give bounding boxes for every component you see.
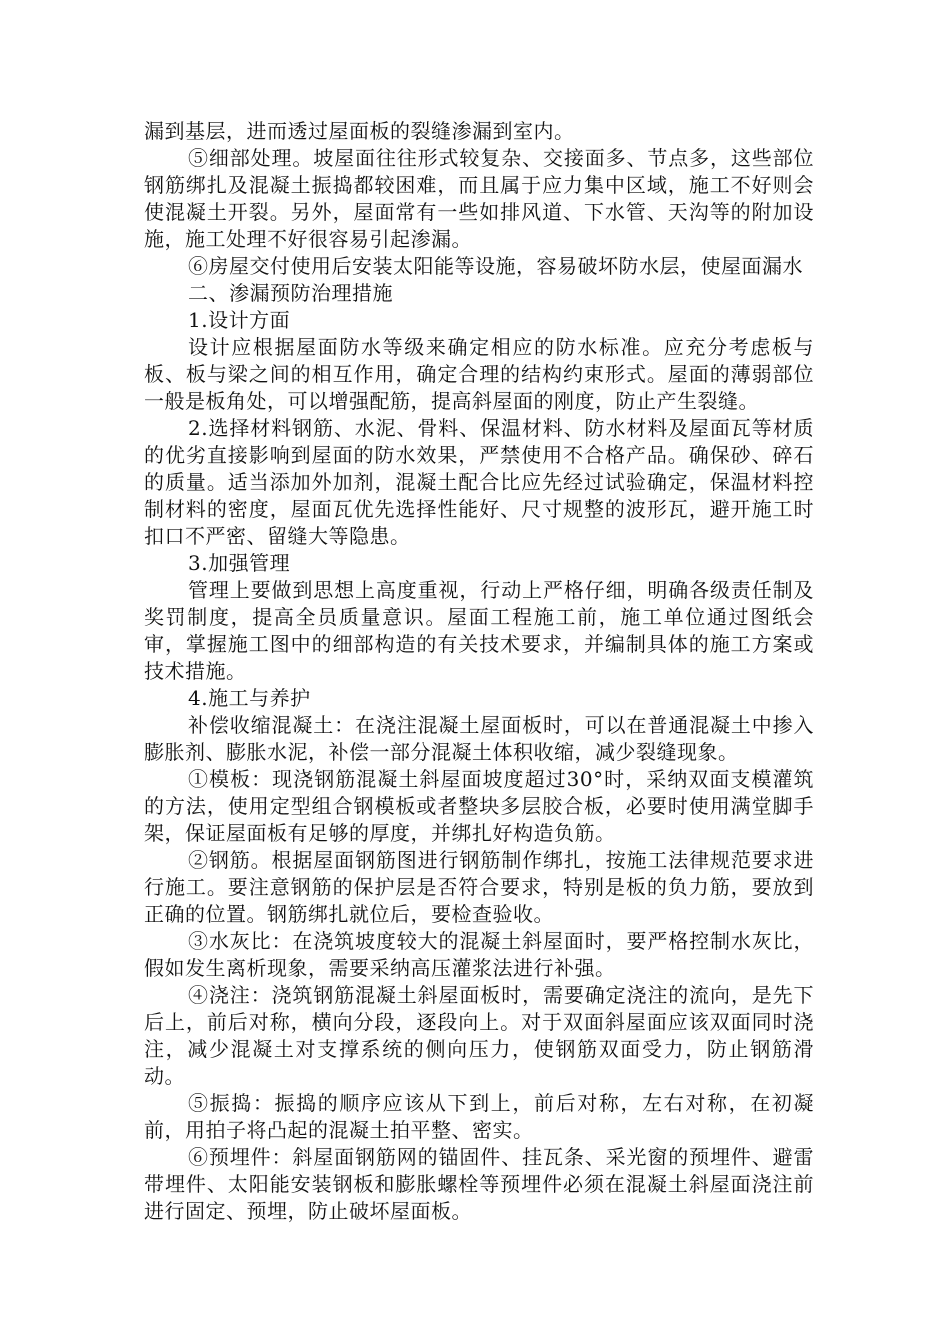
paragraph-management: 管理上要做到思想上高度重视，行动上严格仔细，明确各级责任制及奖罚制度，提高全员质量意识。屋面工程施工前，施工单位通过图纸会审，掌握施工图中的细部构造的有关技术要求，并编制具体的施工方案或技术措施。 (144, 578, 814, 683)
document-page (144, 118, 814, 1225)
paragraph-materials: 2.选择材料钢筋、水泥、骨料、保温材料、防水材料及屋面瓦等材质的优劣直接影响到屋面的防水效果，严禁使用不合格产品。确保砂、碎石的质量。适当添加外加剂，混凝土配合比应先经过试验确定，保温材料控制材料的密度，屋面瓦优先选择性能好、尺寸规整的波形瓦，避开施工时扣口不严密、留缝大等隐患。 (144, 416, 814, 548)
paragraph-compensating-concrete: 补偿收缩混凝土：在浇注混凝土屋面板时，可以在普通混凝土中掺入膨胀剂、膨胀水泥，补偿一部分混凝土体积收缩，减少裂缝现象。 (144, 713, 814, 764)
paragraph-rebar: ②钢筋。根据屋面钢筋图进行钢筋制作绑扎，按施工法律规范要求进行施工。要注意钢筋的保护层是否符合要求，特别是板的负力筋，要放到正确的位置。钢筋绑扎就位后，要检查验收。 (144, 848, 814, 926)
paragraph-solar-install: ⑥房屋交付使用后安装太阳能等设施，容易破坏防水层，使屋面漏水 (188, 254, 803, 278)
paragraph-design: 设计应根据屋面防水等级来确定相应的防水标准。应充分考虑板与板、板与梁之间的相互作用，确定合理的结构约束形式。屋面的薄弱部位一般是板角处，可以增强配筋，提高斜屋面的刚度，防止产生裂缝。 (144, 335, 814, 413)
paragraph-formwork: ①模板：现浇钢筋混凝土斜屋面坡度超过30°时，采纳双面支模灌筑的方法，使用定型组合钢模板或者整块多层胶合板，必要时使用满堂脚手架，保证屋面板有足够的厚度，并绑扎好构造负筋。 (144, 767, 814, 845)
subheading-management: 3.加强管理 (188, 551, 291, 575)
section-heading-prevention: 二、渗漏预防治理措施 (188, 281, 393, 305)
paragraph-embedded-parts: ⑥预埋件：斜屋面钢筋网的锚固件、挂瓦条、采光窗的预埋件、避雷带埋件、太阳能安装钢板和膨胀螺栓等预埋件必须在混凝土斜屋面浇注前进行固定、预埋，防止破坏屋面板。 (144, 1145, 814, 1223)
subheading-design: 1.设计方面 (188, 308, 291, 332)
paragraph-pouring: ④浇注：浇筑钢筋混凝土斜屋面板时，需要确定浇注的流向，是先下后上，前后对称，横向分段，逐段向上。对于双面斜屋面应该双面同时浇注，减少混凝土对支撑系统的侧向压力，使钢筋双面受力，防止钢筋滑动。 (144, 983, 814, 1088)
paragraph-continuation: 漏到基层，进而透过屋面板的裂缝渗漏到室内。 (144, 119, 575, 143)
paragraph-detail-treatment: ⑤细部处理。坡屋面往往形式较复杂、交接面多、节点多，这些部位钢筋绑扎及混凝土振捣都较困难，而且属于应力集中区域，施工不好则会使混凝土开裂。另外，屋面常有一些如排风道、下水管、天沟等的附加设施，施工处理不好很容易引起渗漏。 (144, 146, 814, 251)
subheading-construction: 4.施工与养护 (188, 686, 311, 710)
paragraph-vibration: ⑤振捣：振捣的顺序应该从下到上，前后对称，左右对称，在初凝前，用拍子将凸起的混凝土拍平整、密实。 (144, 1091, 814, 1142)
paragraph-water-cement-ratio: ③水灰比：在浇筑坡度较大的混凝土斜屋面时，要严格控制水灰比，假如发生离析现象，需要采纳高压灌浆法进行补强。 (144, 929, 814, 980)
